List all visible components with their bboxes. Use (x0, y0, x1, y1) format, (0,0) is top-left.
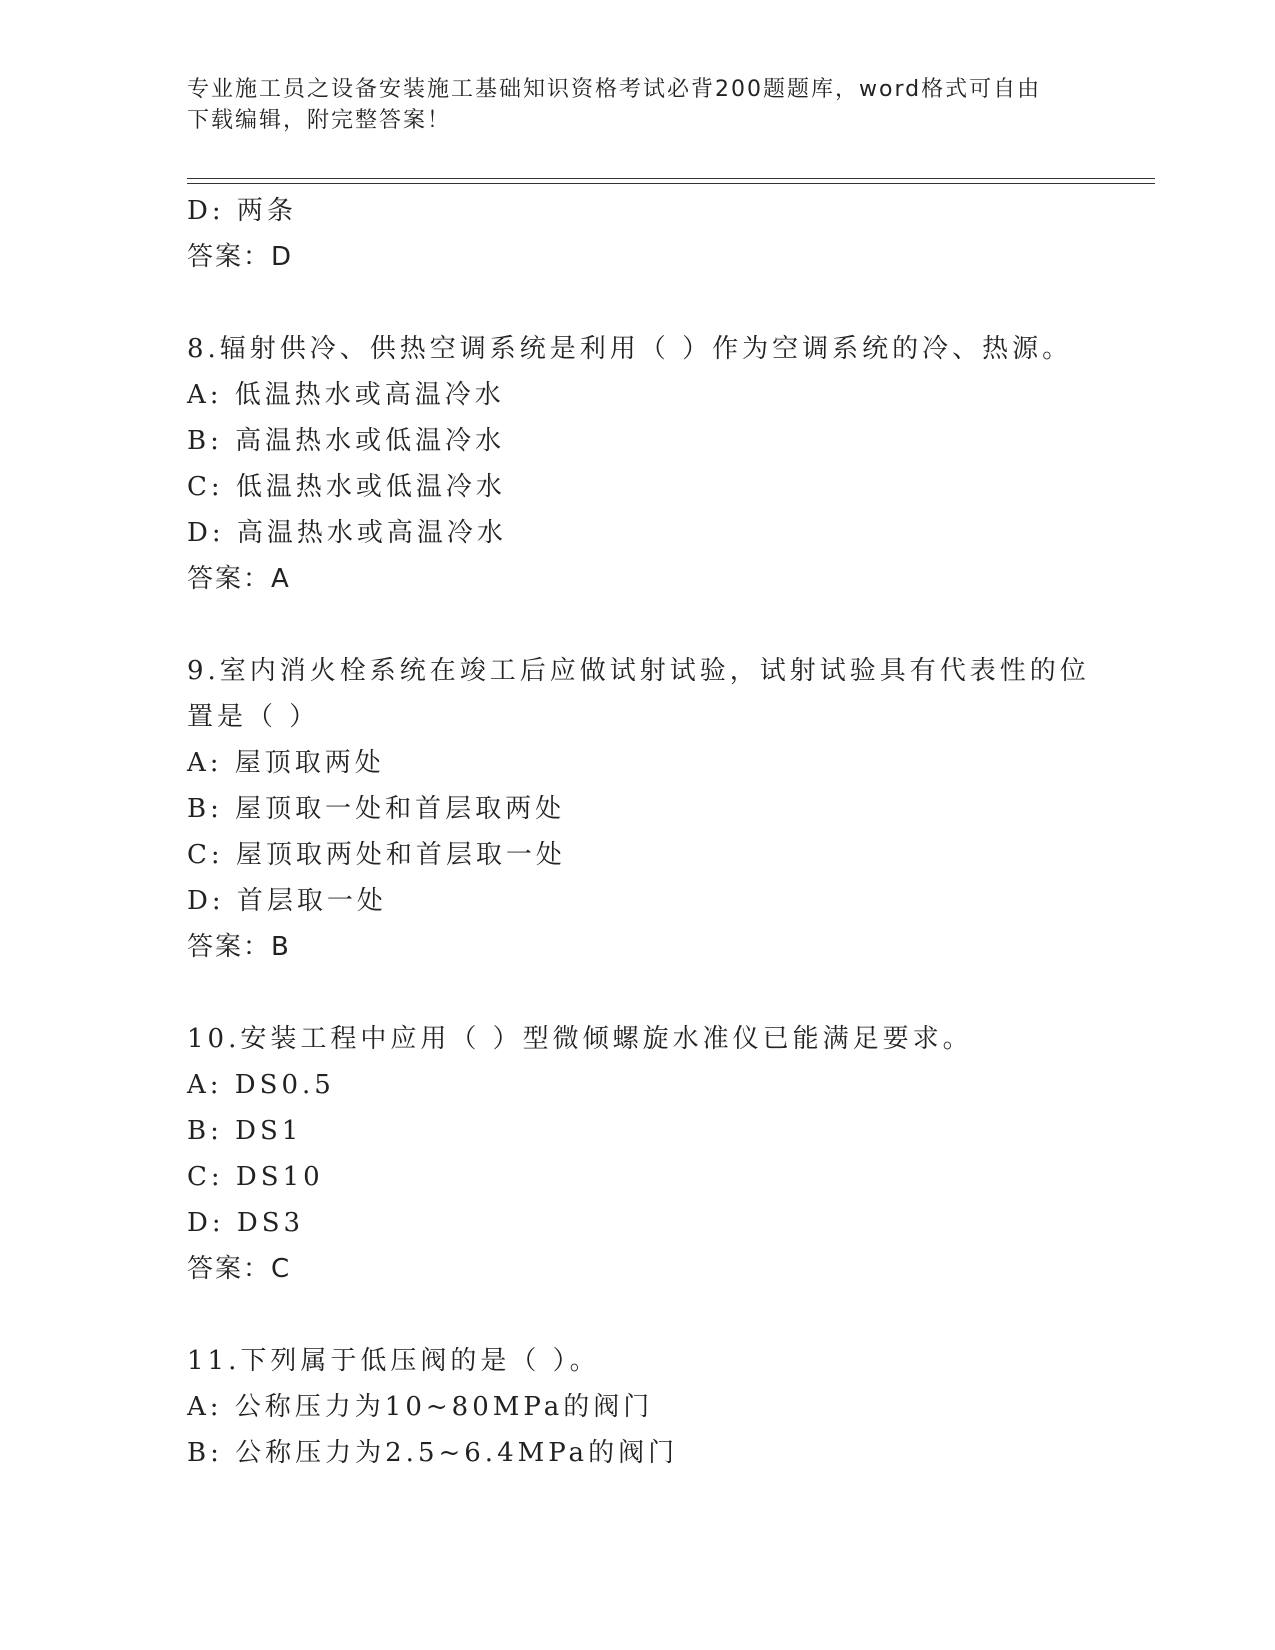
question-10-option-b: B: DS1 (187, 1116, 303, 1146)
spacer (187, 970, 1087, 1016)
question-10-option-d: D: DS3 (187, 1208, 305, 1238)
question-8-option-a: A: 低温热水或高温冷水 (187, 380, 505, 410)
question-10-option-a: A: DS0.5 (187, 1070, 335, 1100)
question-11-option-a: A: 公称压力为10~80MPa的阀门 (187, 1392, 654, 1422)
header-title-line-2: 下载编辑，附完整答案！ (187, 108, 452, 133)
header-divider-top (187, 178, 1155, 179)
question-8-stem: 8.辐射供冷、供热空调系统是利用（ ）作为空调系统的冷、热源。 (187, 334, 1073, 364)
question-9-option-b: B: 屋顶取一处和首层取两处 (187, 794, 566, 824)
question-9-option-d: D: 首层取一处 (187, 886, 387, 916)
spacer (187, 602, 1087, 648)
question-10-option-c: C: DS10 (187, 1162, 324, 1192)
header-divider-bottom (187, 183, 1155, 184)
question-8 (187, 326, 1087, 602)
spacer (187, 1292, 1087, 1338)
question-11 (187, 1338, 1087, 1476)
question-8-answer: 答案：A (187, 564, 291, 594)
question-9-stem-line-2: 置是（ ） (187, 702, 320, 732)
question-10-stem: 10.安装工程中应用（ ）型微倾螺旋水准仪已能满足要求。 (187, 1024, 973, 1054)
question-8-option-c: C: 低温热水或低温冷水 (187, 472, 506, 502)
previous-question-answer: 答案：D (187, 242, 294, 272)
question-9-answer: 答案：B (187, 932, 291, 962)
question-8-option-b: B: 高温热水或低温冷水 (187, 426, 506, 456)
question-11-stem: 11.下列属于低压阀的是（ ）。 (187, 1346, 600, 1376)
question-9-option-c: C: 屋顶取两处和首层取一处 (187, 840, 566, 870)
question-9-stem-line-1: 9.室内消火栓系统在竣工后应做试射试验，试射试验具有代表性的位 (187, 656, 1090, 686)
previous-question-option-d: D: 两条 (187, 196, 297, 226)
spacer (187, 280, 1087, 326)
question-9 (187, 648, 1090, 970)
header-title-line-1: 专业施工员之设备安装施工基础知识资格考试必背200题题库，word格式可自由 (187, 77, 1042, 102)
question-9-option-a: A: 屋顶取两处 (187, 748, 385, 778)
question-11-option-b: B: 公称压力为2.5~6.4MPa的阀门 (187, 1438, 679, 1468)
question-10-answer: 答案：C (187, 1254, 292, 1284)
question-content (187, 188, 1090, 1476)
page-header (187, 74, 1067, 136)
question-10 (187, 1016, 1087, 1292)
question-8-option-d: D: 高温热水或高温冷水 (187, 518, 507, 548)
